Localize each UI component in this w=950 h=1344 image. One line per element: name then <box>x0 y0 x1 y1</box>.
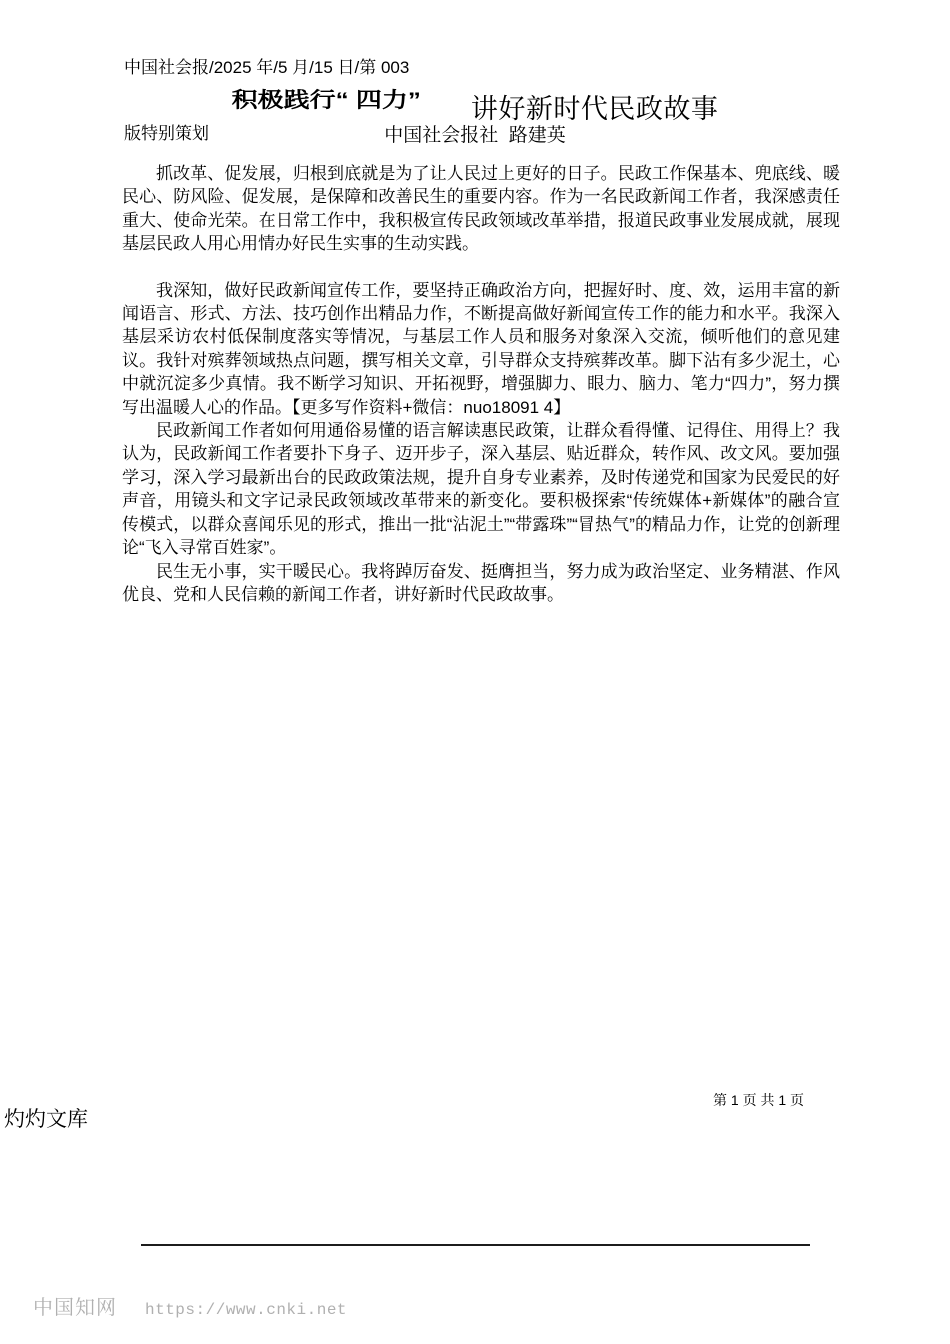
article-paragraph-4: 民生无小事，实干暖民心。我将踔厉奋发、挺膺担当，努力成为政治坚定、业务精湛、作风优良、党和人民信赖的新闻工作者，讲好新时代民政故事。 <box>122 561 840 604</box>
library-brand: 灼灼文库 <box>4 1108 88 1131</box>
article-paragraph-3: 民政新闻工作者如何用通俗易懂的语言解读惠民政策，让群众看得懂、记得住、用得上？我认为，民政新闻工作者要扑下身子、迈开步子，深入基层、贴近群众，转作风、改文风。要加强学习，深入学习最新出台的民政政策法规，提升自身专业素养，及时传递党和国家为民爱民的好声音，用镜头和文字记录民政领域改革带来的新变化。要积极探索“传统媒体+新媒体”的融合宣传模式，以群众喜闻乐见的形式，推出一批“沾泥土”“带露珠”“冒热气”的精品力作，让党的创新理论“飞入寻常百姓家”。 <box>122 421 840 558</box>
source-header-line1: 中国社会报/2025 年/5 月/15 日/第 003 <box>124 58 410 77</box>
cnki-watermark <box>33 1291 347 1320</box>
cnki-url: https://www.cnki.net <box>145 1301 348 1319</box>
article-paragraph-1: 抓改革、促发展，归根到底就是为了让人民过上更好的日子。民政工作保基本、兜底线、暖民心、防风险、促发展，是保障和改善民生的重要内容。作为一名民政新闻工作者，我深感责任重大、使命光荣。在日常工作中，我积极宣传民政领域改革举措，报道民政事业发展成就，展现基层民政人用心用情办好民生实事的生动实践。 <box>122 164 840 254</box>
source-header-line2: 版特别策划 <box>124 124 209 143</box>
article-byline: 中国社会报社 路建英 <box>384 125 566 146</box>
article-title-part1: 积极践行“ 四力” <box>231 88 421 112</box>
cnki-brand: 中国知网 <box>33 1297 117 1319</box>
article-body <box>122 162 840 606</box>
footer-divider <box>141 1244 810 1246</box>
article-title-part2: 讲好新时代民政故事 <box>470 94 719 124</box>
page-indicator: 第 1 页 共 1 页 <box>713 1092 805 1108</box>
article-paragraph-2: 我深知，做好民政新闻宣传工作，要坚持正确政治方向，把握好时、度、效，运用丰富的新闻语言、形式、方法、技巧创作出精品力作，不断提高做好新闻宣传工作的能力和水平。我深入基层采访农村低保制度落实等情况，与基层工作人员和服务对象深入交流，倾听他们的意见建议。我针对殡葬领域热点问题，撰写相关文章，引导群众支持殡葬改革。脚下沾有多少泥土，心中就沉淀多少真情。我不断学习知识、开拓视野，增强脚力、眼力、脑力、笔力“四力”，努力撰写出温暖人心的作品。【更多写作资料+微信：nuo18091 4】 <box>122 280 840 417</box>
